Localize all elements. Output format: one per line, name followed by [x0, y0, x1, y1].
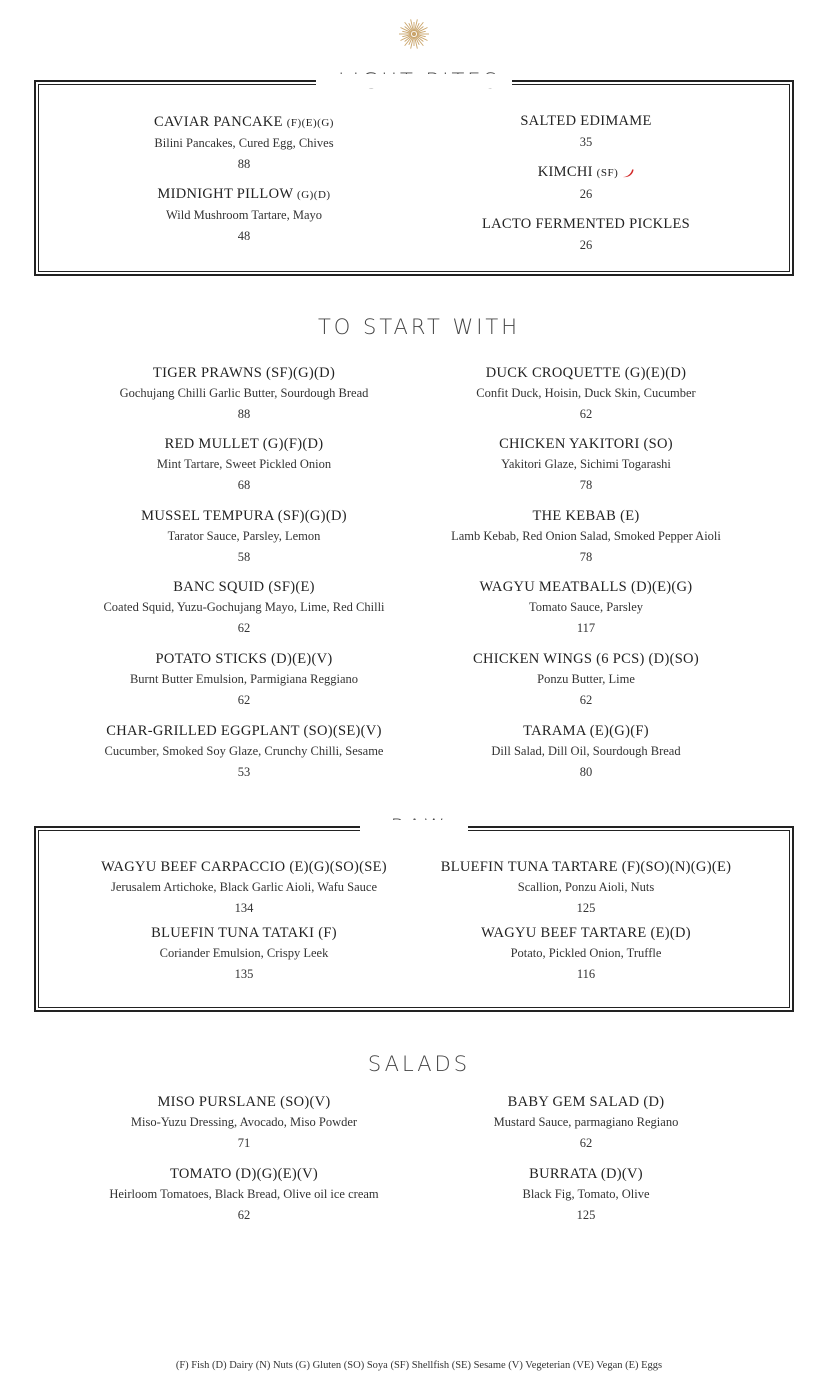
- menu-item: [396, 215, 776, 254]
- item-price: 53: [237, 765, 251, 779]
- menu-item: [54, 113, 434, 173]
- item-price: 80: [579, 765, 593, 779]
- menu-item: [54, 435, 434, 494]
- item-name: KIMCHI: [537, 164, 593, 180]
- item-price: 88: [237, 157, 251, 171]
- sunburst-logo-icon: [398, 18, 430, 50]
- menu-item: [396, 578, 776, 637]
- item-description: Coriander Emulsion, Crispy Leek: [159, 946, 329, 960]
- item-name: POTATO STICKS (D)(E)(V): [155, 651, 333, 667]
- item-price: 78: [579, 550, 593, 564]
- menu-item: [54, 364, 434, 423]
- menu-item: [54, 507, 434, 566]
- item-description: Potato, Pickled Onion, Truffle: [510, 946, 662, 960]
- menu-item: [396, 722, 776, 781]
- item-price: 62: [579, 693, 593, 707]
- item-description: Coated Squid, Yuzu-Gochujang Mayo, Lime, Red Chilli: [103, 600, 385, 614]
- item-price: 62: [237, 621, 251, 635]
- item-name: CHICKEN WINGS (6 PCS) (D)(SO): [473, 651, 699, 667]
- item-name: TARAMA (E)(G)(F): [523, 723, 649, 739]
- menu-item: [396, 507, 776, 566]
- item-name: MUSSEL TEMPURA (SF)(G)(D): [141, 508, 347, 524]
- item-description: Tomato Sauce, Parsley: [528, 600, 644, 614]
- menu-item: [396, 1165, 776, 1224]
- item-name: DUCK CROQUETTE (G)(E)(D): [485, 365, 687, 381]
- allergen-tags: (F)(E)(G): [286, 117, 334, 129]
- item-name: WAGYU BEEF TARTARE (E)(D): [481, 925, 691, 941]
- menu-item: [54, 1165, 434, 1224]
- menu-item: [396, 1093, 776, 1152]
- menu-item: [396, 858, 776, 917]
- item-name: TOMATO (D)(G)(E)(V): [169, 1166, 319, 1182]
- item-price: 117: [576, 621, 596, 635]
- item-description: Yakitori Glaze, Sichimi Togarashi: [501, 457, 671, 471]
- section-title-to-start-with: TO START WITH: [317, 315, 521, 339]
- item-name: BLUEFIN TUNA TARTARE (F)(SO)(N)(G)(E): [440, 859, 732, 875]
- section-title-salads: SALADS: [367, 1052, 471, 1076]
- item-name: BANC SQUID (SF)(E): [173, 579, 315, 595]
- item-price: 62: [237, 693, 251, 707]
- raw-frame: [34, 826, 794, 1012]
- item-name: WAGYU BEEF CARPACCIO (E)(G)(SO)(SE): [101, 859, 387, 875]
- item-description: Mint Tartare, Sweet Pickled Onion: [156, 457, 332, 471]
- item-name: MISO PURSLANE (SO)(V): [157, 1094, 331, 1110]
- item-name: LACTO FERMENTED PICKLES: [481, 216, 691, 232]
- item-name: THE KEBAB (E): [532, 508, 640, 524]
- item-description: Confit Duck, Hoisin, Duck Skin, Cucumber: [476, 386, 696, 400]
- item-price: 62: [579, 1136, 593, 1150]
- item-description: Tarator Sauce, Parsley, Lemon: [167, 529, 321, 543]
- menu-item: [54, 722, 434, 781]
- item-name: SALTED EDIMAME: [520, 113, 652, 129]
- item-price: 26: [579, 187, 593, 201]
- item-price: 88: [237, 407, 251, 421]
- menu-item: [54, 924, 434, 983]
- item-name: BLUEFIN TUNA TATAKI (F): [151, 925, 337, 941]
- item-description: Ponzu Butter, Lime: [537, 672, 635, 686]
- menu-item: [54, 650, 434, 709]
- menu-item: [396, 924, 776, 983]
- item-description: Bilini Pancakes, Cured Egg, Chives: [154, 136, 334, 150]
- item-description: Mustard Sauce, parmagiano Regiano: [493, 1115, 679, 1129]
- item-description: Wild Mushroom Tartare, Mayo: [166, 208, 322, 222]
- item-description: Dill Salad, Dill Oil, Sourdough Bread: [491, 744, 681, 758]
- item-price: 125: [576, 901, 596, 915]
- menu-item: [396, 364, 776, 423]
- item-price: 125: [576, 1208, 596, 1222]
- menu-item: [54, 858, 434, 917]
- item-price: 26: [579, 238, 593, 252]
- item-name: BURRATA (D)(V): [529, 1166, 643, 1182]
- item-name: RED MULLET (G)(F)(D): [164, 436, 324, 452]
- item-price: 48: [237, 229, 251, 243]
- menu-item: [54, 1093, 434, 1152]
- item-name: MIDNIGHT PILLOW: [157, 186, 294, 202]
- item-description: Black Fig, Tomato, Olive: [522, 1187, 650, 1201]
- item-name: CHAR-GRILLED EGGPLANT (SO)(SE)(V): [106, 723, 382, 739]
- item-price: 62: [237, 1208, 251, 1222]
- item-price: 62: [579, 407, 593, 421]
- item-description: Burnt Butter Emulsion, Parmigiana Reggiano: [129, 672, 359, 686]
- item-price: 35: [579, 135, 593, 149]
- item-description: Jerusalem Artichoke, Black Garlic Aioli, Wafu Sauce: [110, 880, 378, 894]
- item-description: Gochujang Chilli Garlic Butter, Sourdough Bread: [119, 386, 369, 400]
- item-description: Heirloom Tomatoes, Black Bread, Olive oil ice cream: [109, 1187, 379, 1201]
- item-name: TIGER PRAWNS (SF)(G)(D): [152, 365, 336, 381]
- item-name: BABY GEM SALAD (D): [507, 1094, 665, 1110]
- item-price: 71: [237, 1136, 251, 1150]
- item-name: CHICKEN YAKITORI (SO): [499, 436, 673, 452]
- item-price: 135: [234, 967, 254, 981]
- allergen-tags: (SF): [596, 167, 619, 179]
- item-price: 134: [234, 901, 254, 915]
- menu-item: [54, 578, 434, 637]
- item-description: Scallion, Ponzu Aioli, Nuts: [517, 880, 655, 894]
- chili-pepper-icon: [622, 168, 634, 178]
- item-description: Cucumber, Smoked Soy Glaze, Crunchy Chilli, Sesame: [104, 744, 384, 758]
- menu-item: [54, 185, 434, 245]
- menu-item: [396, 435, 776, 494]
- item-price: 68: [237, 478, 251, 492]
- allergen-legend: (F) Fish (D) Dairy (N) Nuts (G) Gluten (SO) Soya (SF) Shellfish (SE) Sesame (V) Vegeterian (VE) Vegan (E) Eggs: [175, 1360, 663, 1371]
- item-price: 58: [237, 550, 251, 564]
- item-description: Miso-Yuzu Dressing, Avocado, Miso Powder: [130, 1115, 358, 1129]
- menu-item: [396, 112, 776, 151]
- allergen-tags: (G)(D): [297, 189, 331, 201]
- item-name: CAVIAR PANCAKE: [154, 114, 283, 130]
- menu-item: [396, 650, 776, 709]
- menu-item: [396, 163, 776, 203]
- item-description: Lamb Kebab, Red Onion Salad, Smoked Pepper Aioli: [451, 529, 721, 543]
- item-price: 78: [579, 478, 593, 492]
- item-price: 116: [576, 967, 596, 981]
- item-name: WAGYU MEATBALLS (D)(E)(G): [479, 579, 693, 595]
